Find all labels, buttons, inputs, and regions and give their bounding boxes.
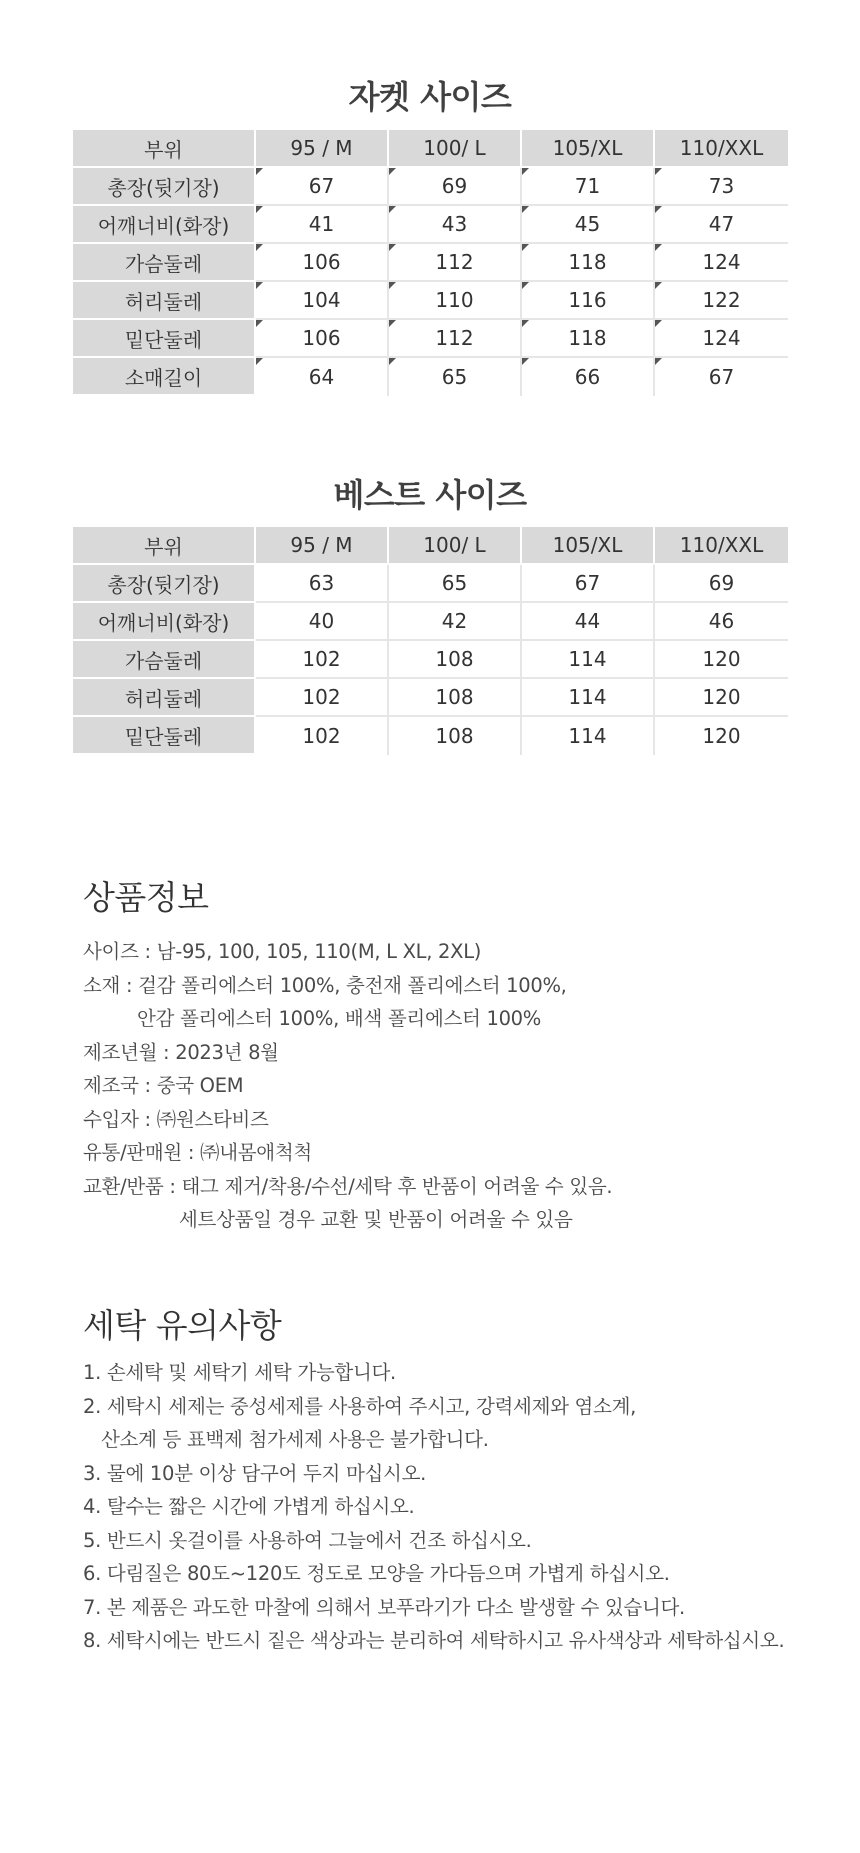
header-cell: 95 / M [256,527,389,565]
table-cell: 71 [522,168,655,206]
corner-mark-icon [256,282,263,289]
product-info-list [83,935,612,1237]
corner-mark-icon [655,358,662,365]
table-cell: 114 [522,717,655,755]
table-cell: 106 [256,320,389,358]
table-cell: 45 [522,206,655,244]
table-cell: 69 [655,565,788,603]
corner-mark-icon [522,206,529,213]
care-list [83,1356,784,1658]
row-label: 어깨너비(화장) [73,603,256,641]
table-cell: 40 [256,603,389,641]
info-line: 제조국 : 중국 OEM [83,1074,244,1097]
table-cell: 124 [655,244,788,282]
corner-mark-icon [256,168,263,175]
row-label: 밑단둘레 [73,320,256,358]
corner-mark-icon [389,282,396,289]
corner-mark-icon [655,282,662,289]
table-cell: 120 [655,717,788,755]
vest-size-title: 베스트 사이즈 [333,476,527,514]
table-row [73,358,788,396]
corner-mark-icon [389,358,396,365]
table-cell: 102 [256,717,389,755]
table-cell: 118 [522,244,655,282]
table-cell: 41 [256,206,389,244]
table-row [73,679,788,717]
table-cell: 66 [522,358,655,396]
care-line: 산소계 등 표백제 첨가세제 사용은 불가합니다. [101,1428,489,1451]
care-line: 4. 탈수는 짧은 시간에 가볍게 하십시오. [83,1495,415,1518]
table-cell: 108 [389,679,522,717]
table-cell: 42 [389,603,522,641]
header-cell: 부위 [73,130,256,168]
corner-mark-icon [522,244,529,251]
corner-mark-icon [389,206,396,213]
header-cell: 110/XXL [655,527,788,565]
table-cell: 67 [522,565,655,603]
header-cell: 110/XXL [655,130,788,168]
table-cell: 102 [256,641,389,679]
care-line: 7. 본 제품은 과도한 마찰에 의해서 보푸라기가 다소 발생할 수 있습니다. [83,1595,685,1619]
table-cell: 65 [389,565,522,603]
table-row [73,565,788,603]
info-line: 제조년월 : 2023년 8월 [83,1040,279,1064]
table-row [73,244,788,282]
table-cell: 73 [655,168,788,206]
corner-mark-icon [522,282,529,289]
care-line: 1. 손세탁 및 세탁기 세탁 가능합니다. [83,1361,396,1384]
care-title: 세탁 유의사항 [83,1306,282,1345]
row-label: 가슴둘레 [73,641,256,679]
care-line: 3. 물에 10분 이상 담구어 두지 마십시오. [83,1461,427,1485]
corner-mark-icon [256,358,263,365]
corner-mark-icon [522,320,529,327]
table-row [73,206,788,244]
row-label: 허리둘레 [73,282,256,320]
corner-mark-icon [522,168,529,175]
care-line: 2. 세탁시 세제는 중성세제를 사용하여 주시고, 강력세제와 염소계, [83,1394,637,1418]
table-cell: 64 [256,358,389,396]
corner-mark-icon [655,244,662,251]
header-cell: 100/ L [389,527,522,565]
table-header-row [73,130,788,168]
info-line: 교환/반품 : 태그 제거/착용/수선/세탁 후 반품이 어려울 수 있음. [83,1174,613,1198]
info-line: 소재 : 겉감 폴리에스터 100%, 충전재 폴리에스터 100%, [83,973,567,997]
header-cell: 105/XL [522,130,655,168]
table-cell: 44 [522,603,655,641]
table-cell: 104 [256,282,389,320]
info-line: 수입자 : ㈜원스타비즈 [83,1107,269,1131]
header-cell: 105/XL [522,527,655,565]
row-label: 허리둘레 [73,679,256,717]
table-cell: 106 [256,244,389,282]
table-cell: 122 [655,282,788,320]
corner-mark-icon [256,320,263,327]
table-cell: 102 [256,679,389,717]
table-cell: 112 [389,320,522,358]
table-cell: 112 [389,244,522,282]
table-header-row [73,527,788,565]
corner-mark-icon [256,244,263,251]
table-row [73,282,788,320]
care-line: 6. 다림질은 80도~120도 정도로 모양을 가다듬으며 가볍게 하십시오. [83,1562,670,1585]
jacket-size-title: 자켓 사이즈 [348,78,512,116]
corner-mark-icon [655,320,662,327]
table-cell: 118 [522,320,655,358]
header-cell: 부위 [73,527,256,565]
vest-size-table [73,527,788,755]
care-line: 8. 세탁시에는 반드시 짙은 색상과는 분리하여 세탁하시고 유사색상과 세탁하십시오. [83,1629,785,1652]
table-cell: 47 [655,206,788,244]
jacket-size-table [73,130,788,396]
table-cell: 108 [389,717,522,755]
table-cell: 114 [522,679,655,717]
info-line: 세트상품일 경우 교환 및 반품이 어려울 수 있음 [179,1208,573,1231]
corner-mark-icon [256,206,263,213]
table-row [73,320,788,358]
corner-mark-icon [522,358,529,365]
row-label: 소매길이 [73,358,256,396]
table-row [73,603,788,641]
table-cell: 65 [389,358,522,396]
table-cell: 108 [389,641,522,679]
corner-mark-icon [389,320,396,327]
table-cell: 116 [522,282,655,320]
product-info-title: 상품정보 [83,878,209,917]
table-cell: 124 [655,320,788,358]
table-row [73,717,788,755]
info-line: 사이즈 : 남-95, 100, 105, 110(M, L XL, 2XL) [83,940,482,963]
corner-mark-icon [655,168,662,175]
header-cell: 95 / M [256,130,389,168]
corner-mark-icon [389,168,396,175]
info-line: 안감 폴리에스터 100%, 배색 폴리에스터 100% [137,1007,542,1030]
table-cell: 69 [389,168,522,206]
table-cell: 120 [655,641,788,679]
table-cell: 46 [655,603,788,641]
row-label: 총장(뒷기장) [73,565,256,603]
table-cell: 110 [389,282,522,320]
table-cell: 114 [522,641,655,679]
table-cell: 67 [256,168,389,206]
corner-mark-icon [389,244,396,251]
table-cell: 63 [256,565,389,603]
row-label: 가슴둘레 [73,244,256,282]
table-cell: 120 [655,679,788,717]
corner-mark-icon [655,206,662,213]
table-row [73,641,788,679]
table-cell: 43 [389,206,522,244]
row-label: 밑단둘레 [73,717,256,755]
info-line: 유통/판매원 : ㈜내몸애척척 [83,1141,312,1164]
row-label: 어깨너비(화장) [73,206,256,244]
header-cell: 100/ L [389,130,522,168]
row-label: 총장(뒷기장) [73,168,256,206]
table-row [73,168,788,206]
table-cell: 67 [655,358,788,396]
care-line: 5. 반드시 옷걸이를 사용하여 그늘에서 건조 하십시오. [83,1528,532,1552]
